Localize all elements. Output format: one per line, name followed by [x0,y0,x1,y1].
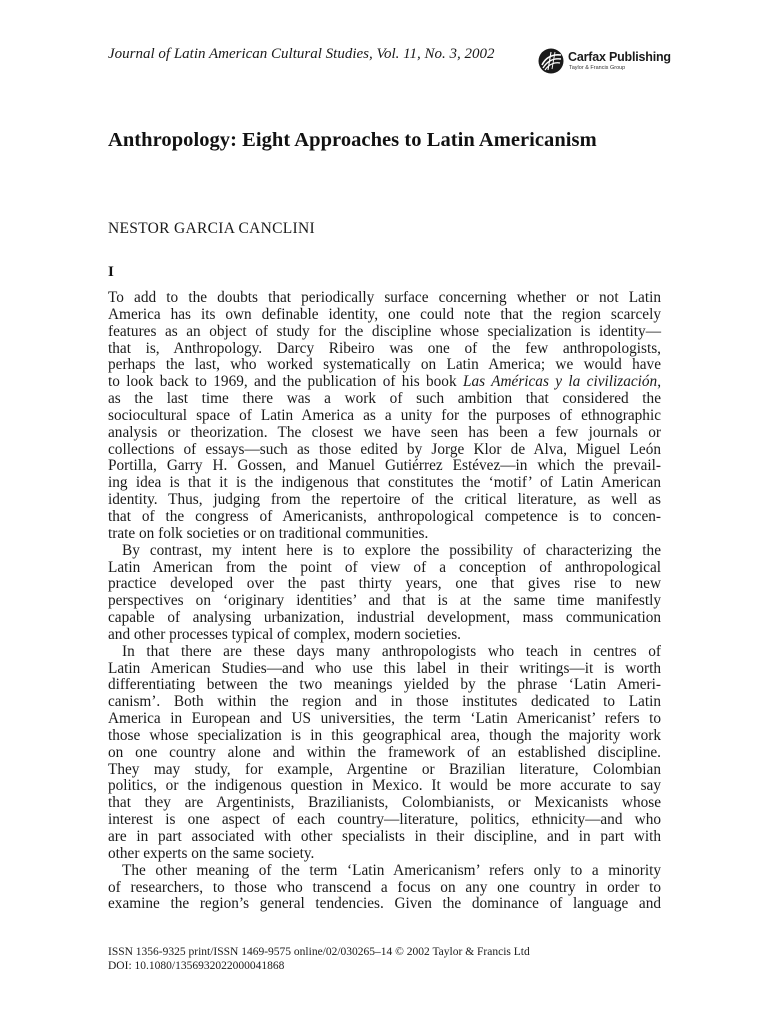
body-line: differentiating between the two meanings yielded by the phrase ‘Latin Ameri- [108,676,661,694]
body-line: that of the congress of Americanists, anthropological competence is to concen- [108,507,661,525]
body-line: analysis or theorization. The closest we have seen has been a few journals or [108,423,661,441]
body-line: to look back to 1969, and the publication of his book Las Américas y la civilización, [108,373,662,391]
body-line: other experts on the same society. [108,844,315,862]
publisher-subtitle: Taylor & Francis Group [569,65,626,71]
body-line: on one country alone and within the framework of an established discipline. [108,743,661,761]
body-line: Portilla, Garry H. Gossen, and Manuel Gutiérrez Estévez—in which the prevail- [108,457,661,475]
body-paragraph [108,543,661,644]
body-line: They may study, for example, Argentine or Brazilian literature, Colombian [108,760,661,778]
body-line: sociocultural space of Latin America as a unity for the purposes of ethnographic [108,406,661,424]
body-line: trate on folk societies or on traditional communities. [108,524,429,542]
body-line: politics, or the indigenous question in Mexico. It would be more accurate to say [108,777,661,795]
body-line: examine the region’s general tendencies. Given the dominance of language and [108,895,661,913]
body-line: America in European and US universities, the term ‘Latin Americanist’ refers to [108,710,661,728]
body-line: Latin American from the point of view of a conception of anthropological [108,558,661,576]
body-line: that is, Anthropology. Darcy Ribeiro was one of the few anthropologists, [108,339,661,357]
article-title: Anthropology: Eight Approaches to Latin Americanism [108,129,597,151]
body-line: features as an object of study for the discipline whose specialization is identity— [108,322,661,340]
body-line: By contrast, my intent here is to explore the possibility of characterizing the [122,541,661,559]
body-line: of researchers, to those who transcend a focus on any one country in order to [108,878,661,896]
body-line: are in part associated with other specialists in their discipline, and in part with [108,828,661,845]
body-line: as the last time there was a work of such ambition that considered the [108,390,661,408]
body-line: perhaps the last, who worked systematically on Latin America; we would have [108,356,661,374]
body-line: To add to the doubts that periodically surface concerning whether or not Latin [108,289,661,306]
article-body [108,290,661,913]
running-head: Journal of Latin American Cultural Studies, Vol. 11, No. 3, 2002 [108,46,495,62]
body-line: Latin American Studies—and who use this label in their writings—it is worth [108,659,661,677]
body-line: and other processes typical of complex, modern societies. [108,625,461,643]
body-line: perspectives on ‘originary identities’ and that is at the same time manifestly [108,592,661,610]
body-line: that they are Argentinists, Brazilianists, Colombianists, or Mexicanists whose [108,794,661,812]
body-line: those whose specialization is in this geographical area, though the majority work [108,726,661,744]
body-line: collections of essays—such as those edited by Jorge Klor de Alva, Miguel León [108,440,661,458]
publisher-mark [538,46,678,76]
publisher-name: Carfax Publishing [568,50,671,64]
body-line: practice developed over the past thirty years, one that gives rise to new [108,575,661,593]
body-line: capable of analysing urbanization, industrial development, mass communication [108,609,661,627]
carfax-logo-icon [538,48,564,74]
article-author: NESTOR GARCIA CANCLINI [108,220,315,237]
body-line: The other meaning of the term ‘Latin Americanism’ refers only to a minority [122,861,661,879]
body-line: canism’. Both within the region and in those institutes dedicated to Latin [108,693,661,711]
body-paragraph [108,644,661,863]
body-line: In that there are these days many anthropologists who teach in centres of [122,642,661,660]
doi-line: DOI: 10.1080/1356932022000041868 [108,959,285,972]
body-line: interest is one aspect of each country—literature, politics, ethnicity—and who [108,811,661,829]
page-footer [108,946,530,973]
body-line: America has its own definable identity, one could note that the region scarcely [108,305,661,323]
issn-line: ISSN 1356-9325 print/ISSN 1469-9575 online/02/030265–14 © 2002 Taylor & Francis Ltd [108,946,530,958]
body-paragraph [108,290,661,543]
body-paragraph [108,863,661,914]
body-line: ing idea is that it is the indigenous that constitutes the ‘motif’ of Latin American [108,474,661,492]
section-heading: I [108,264,114,280]
body-line: identity. Thus, judging from the repertoire of the critical literature, as well as [108,491,661,509]
